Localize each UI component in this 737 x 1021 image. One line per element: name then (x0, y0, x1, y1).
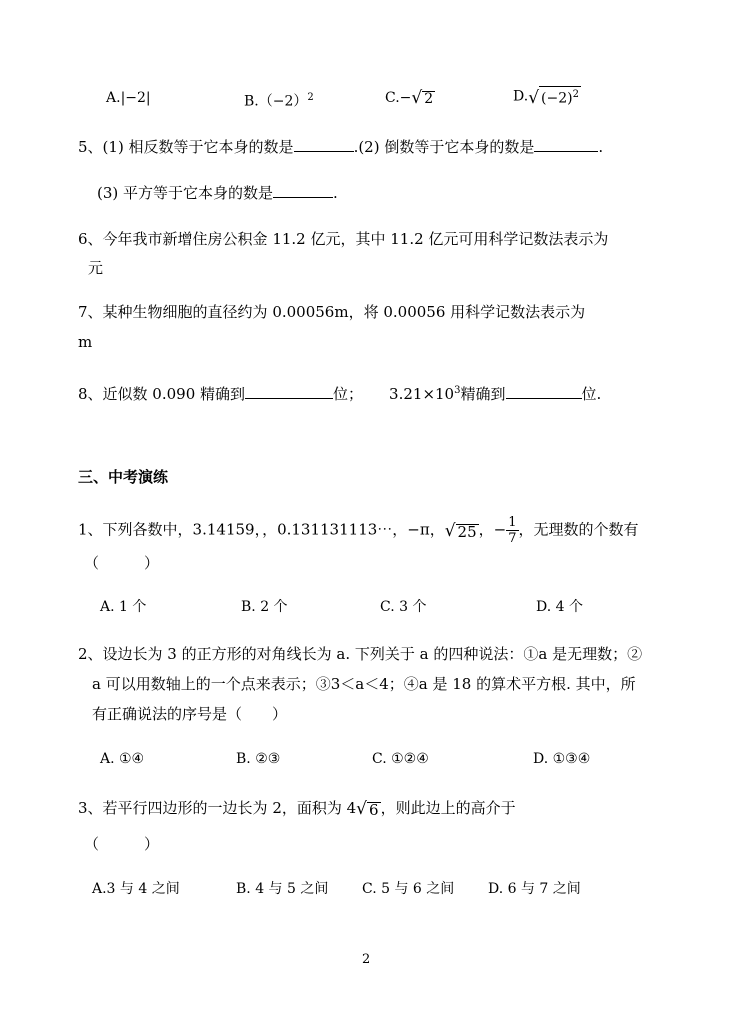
q2-option-b: B. ②③ (236, 751, 281, 767)
denominator: 7 (508, 531, 517, 546)
sqrt-expression: √ 6 (356, 799, 379, 819)
question-text: 1、下列各数中，3.14159，，0.131131113⋯，−π， (78, 520, 445, 539)
q1-option-b: B. 2 个 (241, 599, 288, 615)
q4-option-b (244, 88, 314, 112)
answer-blank[interactable] (245, 384, 333, 399)
sqrt-expression: √ $(-2)^2$ (528, 87, 579, 108)
question-text: 3、若平行四边形的一边长为 2，面积为 4 (78, 799, 357, 817)
question-6-line-2: 元 (88, 259, 104, 277)
section3-question-2-line-1: 2、设边长为 3 的正方形的对角线长为 a. 下列关于 a 的四种说法：①a 是无理数；② (78, 645, 643, 663)
section3-question-2-line-3: 有正确说法的序号是（ ） (92, 705, 288, 723)
question-7-line-2: m (78, 333, 93, 351)
radicand: 2 (424, 91, 434, 107)
answer-blank[interactable] (506, 384, 582, 399)
question-text: .(2) 倒数等于它本身的数是 (353, 138, 535, 156)
q3-option-c: C. 5 与 6 之间 (362, 881, 455, 897)
exponent: 3 (454, 385, 461, 396)
question-text: . (333, 184, 338, 202)
option-label: D. (513, 88, 529, 105)
question-text: ，则此边上的高介于 (380, 799, 516, 817)
section-title: 三、中考演练 (78, 468, 169, 486)
page-number: 2 (362, 952, 371, 967)
question-text: (3) 平方等于它本身的数是 (97, 184, 274, 202)
radicand: 25 (457, 522, 477, 541)
numerator: 1 (508, 515, 517, 530)
question-5-line-2 (97, 183, 338, 203)
option-label: C.− (385, 90, 412, 106)
question-8 (78, 381, 601, 404)
answer-blank[interactable] (273, 183, 333, 198)
sqrt-expression: √ 25 (444, 520, 477, 541)
section3-question-3 (78, 798, 516, 818)
q2-option-c: C. ①②④ (372, 751, 429, 767)
q2-option-a: A. ①④ (100, 751, 145, 767)
option-label: A. (106, 90, 121, 106)
question-6-line-1: 6、今年我市新增住房公积金 11.2 亿元，其中 11.2 亿元可用科学记数法表示为 (78, 230, 609, 248)
radicand (539, 86, 581, 107)
question-text: 8、近似数 0.090 精确到 (78, 385, 246, 403)
question-5-line-1 (78, 137, 603, 157)
q3-option-a: A.3 与 4 之间 (92, 881, 180, 897)
q3-option-b: B. 4 与 5 之间 (236, 881, 329, 897)
q2-option-d: D. ①③④ (533, 751, 591, 767)
answer-blank[interactable] (294, 137, 354, 152)
answer-parentheses: （ ） (84, 554, 160, 572)
q1-option-c: C. 3 个 (380, 599, 427, 615)
fraction (506, 515, 518, 546)
section3-question-1 (78, 515, 639, 546)
section3-question-2-line-2: a 可以用数轴上的一个点来表示；③3＜a＜4；④a 是 18 的算术平方根. 其中，所 (92, 675, 636, 693)
question-text: 位. (581, 385, 602, 403)
q3-option-d: D. 6 与 7 之间 (488, 881, 581, 897)
question-text: 3.21×10 (389, 385, 455, 403)
abs-expression: |−2| (120, 90, 151, 106)
question-7-line-1: 7、某种生物细胞的直径约为 0.00056m，将 0.00056 用科学记数法表示为 (78, 303, 586, 321)
question-text: . (598, 138, 604, 156)
question-text: ，无理数的个数有 (518, 520, 639, 539)
q4-option-d (513, 86, 581, 107)
question-text: 位； (333, 385, 364, 403)
exponent: 2 (572, 89, 579, 100)
answer-parentheses: （ ） (84, 835, 160, 853)
q1-option-d: D. 4 个 (536, 599, 583, 615)
q4-option-c (385, 88, 435, 108)
option-label: B.（−2） (244, 93, 308, 110)
question-text: ，− (478, 520, 507, 539)
question-text: 精确到 (460, 385, 506, 403)
q4-option-a (106, 88, 151, 108)
exponent: 2 (307, 92, 314, 103)
sqrt-expression: √ 2 (411, 88, 434, 108)
radicand-base: (−2) (541, 90, 573, 107)
question-text: 5、(1) 相反数等于它本身的数是 (78, 138, 294, 156)
radicand: 6 (369, 801, 379, 819)
q1-option-a: A. 1 个 (100, 599, 147, 615)
answer-blank[interactable] (534, 137, 598, 152)
